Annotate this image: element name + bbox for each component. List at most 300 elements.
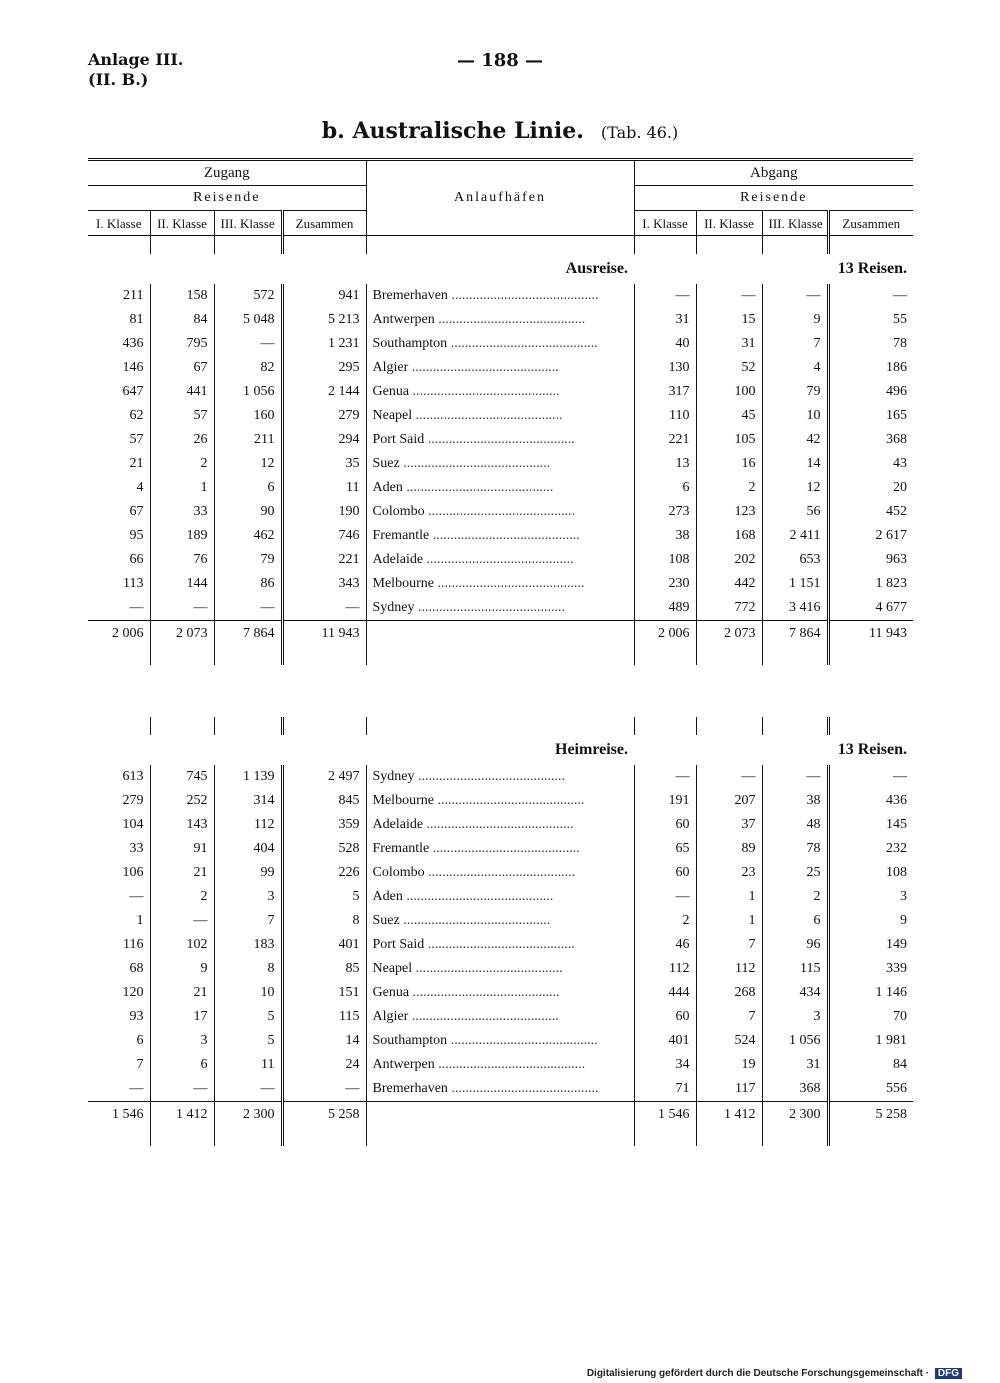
zugang-cell: 279 bbox=[282, 404, 366, 428]
port-name: Neapel .......................................... bbox=[366, 957, 634, 981]
heimreise-heading bbox=[88, 735, 913, 765]
zugang-cell: 226 bbox=[282, 861, 366, 885]
table-row bbox=[88, 500, 913, 524]
header-a-total: Zusammen bbox=[828, 211, 913, 236]
zugang-cell: 57 bbox=[129, 432, 144, 447]
abgang-cell: — bbox=[828, 284, 913, 308]
zugang-cell: 95 bbox=[129, 528, 144, 543]
port-name: Southampton .......................................... bbox=[366, 332, 634, 356]
table-row bbox=[88, 284, 913, 308]
zugang-cell: 116 bbox=[123, 937, 144, 952]
zugang-cell: 82 bbox=[214, 356, 282, 380]
table-row bbox=[88, 1005, 913, 1029]
zugang-cell: 436 bbox=[122, 336, 144, 351]
port-name: Adelaide .......................................... bbox=[366, 548, 634, 572]
abgang-cell: 20 bbox=[828, 476, 913, 500]
zugang-total: 2 073 bbox=[150, 621, 214, 648]
table-row bbox=[88, 837, 913, 861]
abgang-cell: 3 bbox=[762, 1005, 828, 1029]
zugang-cell: 1 139 bbox=[214, 765, 282, 789]
abgang-cell: 31 bbox=[762, 1053, 828, 1077]
port-name: Sydney .......................................... bbox=[366, 596, 634, 621]
zugang-cell: 2 144 bbox=[282, 380, 366, 404]
abgang-cell: 165 bbox=[828, 404, 913, 428]
zugang-cell: — bbox=[214, 1077, 282, 1102]
zugang-cell: 10 bbox=[214, 981, 282, 1005]
table-row bbox=[88, 813, 913, 837]
zugang-cell: 151 bbox=[282, 981, 366, 1005]
heimreise-label: Heimreise. bbox=[555, 741, 629, 758]
abgang-cell: 38 bbox=[675, 528, 690, 543]
header-z-class3: III. Klasse bbox=[214, 211, 282, 236]
zugang-cell: 33 bbox=[150, 500, 214, 524]
abgang-total: 1 412 bbox=[696, 1102, 762, 1129]
abgang-cell: 12 bbox=[762, 476, 828, 500]
port-label: Adelaide bbox=[372, 552, 424, 567]
abgang-cell: 1 823 bbox=[828, 572, 913, 596]
table-row bbox=[88, 957, 913, 981]
port-label: Antwerpen bbox=[372, 312, 435, 327]
abgang-cell: 55 bbox=[828, 308, 913, 332]
abgang-cell: 9 bbox=[762, 308, 828, 332]
heimreise-total-row bbox=[88, 1102, 913, 1129]
port-label: Fremantle bbox=[372, 528, 430, 543]
abgang-cell: 496 bbox=[828, 380, 913, 404]
port-label: Aden bbox=[372, 480, 403, 495]
zugang-cell: 189 bbox=[150, 524, 214, 548]
abgang-total: 7 864 bbox=[762, 621, 828, 648]
zugang-cell: 845 bbox=[282, 789, 366, 813]
header-ports: Anlaufhäfen bbox=[366, 160, 634, 236]
zugang-cell: — bbox=[150, 1077, 214, 1102]
port-label: Melbourne bbox=[372, 793, 434, 808]
abgang-cell: 186 bbox=[828, 356, 913, 380]
abgang-cell: 15 bbox=[696, 308, 762, 332]
port-name: Antwerpen .......................................... bbox=[366, 1053, 634, 1077]
footer-text: Digitalisierung gefördert durch die Deutsche Forschungsgemeinschaft bbox=[586, 1368, 923, 1379]
abgang-cell: 96 bbox=[762, 933, 828, 957]
abgang-cell: 110 bbox=[669, 408, 690, 423]
ausreise-label: Ausreise. bbox=[565, 260, 629, 277]
zugang-cell: 115 bbox=[282, 1005, 366, 1029]
zugang-cell: 746 bbox=[282, 524, 366, 548]
zugang-cell: 160 bbox=[214, 404, 282, 428]
zugang-cell: — bbox=[129, 889, 144, 904]
zugang-cell: 5 bbox=[214, 1005, 282, 1029]
port-label: Suez bbox=[372, 913, 400, 928]
table-row bbox=[88, 789, 913, 813]
zugang-cell: — bbox=[282, 1077, 366, 1102]
table-row bbox=[88, 476, 913, 500]
zugang-cell: 1 bbox=[136, 913, 144, 928]
abgang-cell: 70 bbox=[828, 1005, 913, 1029]
zugang-total: 7 864 bbox=[214, 621, 282, 648]
abgang-cell: 115 bbox=[762, 957, 828, 981]
zugang-cell: 33 bbox=[129, 841, 144, 856]
table-row bbox=[88, 332, 913, 356]
zugang-cell: 8 bbox=[282, 909, 366, 933]
zugang-cell: 613 bbox=[122, 769, 144, 784]
table-row bbox=[88, 524, 913, 548]
zugang-cell: 120 bbox=[122, 985, 144, 1000]
header-a-class1: I. Klasse bbox=[634, 211, 696, 236]
zugang-cell: 104 bbox=[122, 817, 144, 832]
port-name: Port Said .......................................... bbox=[366, 428, 634, 452]
port-label: Neapel bbox=[372, 961, 413, 976]
ausreise-trip-count: 13 Reisen. bbox=[837, 260, 908, 277]
table-row bbox=[88, 1029, 913, 1053]
zugang-cell: 143 bbox=[150, 813, 214, 837]
abgang-cell: 52 bbox=[696, 356, 762, 380]
abgang-cell: 434 bbox=[762, 981, 828, 1005]
abgang-cell: 1 981 bbox=[828, 1029, 913, 1053]
zugang-cell: 99 bbox=[214, 861, 282, 885]
zugang-cell: 441 bbox=[150, 380, 214, 404]
zugang-cell: 5 048 bbox=[214, 308, 282, 332]
table-row bbox=[88, 356, 913, 380]
abgang-cell: 13 bbox=[675, 456, 690, 471]
port-label: Sydney bbox=[372, 769, 415, 784]
abgang-cell: 436 bbox=[828, 789, 913, 813]
abgang-cell: 34 bbox=[675, 1057, 690, 1072]
zugang-cell: 11 bbox=[282, 476, 366, 500]
zugang-cell: 17 bbox=[150, 1005, 214, 1029]
zugang-cell: 5 bbox=[214, 1029, 282, 1053]
zugang-cell: 12 bbox=[214, 452, 282, 476]
zugang-cell: 26 bbox=[150, 428, 214, 452]
abgang-cell: 71 bbox=[675, 1081, 690, 1096]
abgang-cell: 772 bbox=[696, 596, 762, 621]
annex-line-2: (II. B.) bbox=[88, 70, 149, 89]
port-label: Melbourne bbox=[372, 576, 434, 591]
zugang-cell: 211 bbox=[214, 428, 282, 452]
zugang-cell: 745 bbox=[150, 765, 214, 789]
port-label: Neapel bbox=[372, 408, 413, 423]
zugang-cell: 294 bbox=[282, 428, 366, 452]
heimreise-trip-count: 13 Reisen. bbox=[837, 741, 908, 758]
port-label: Suez bbox=[372, 456, 400, 471]
abgang-cell: 108 bbox=[668, 552, 690, 567]
abgang-cell: 60 bbox=[675, 1009, 690, 1024]
zugang-cell: 113 bbox=[123, 576, 144, 591]
abgang-cell: 442 bbox=[696, 572, 762, 596]
zugang-cell: 183 bbox=[214, 933, 282, 957]
table-row bbox=[88, 428, 913, 452]
port-name: Adelaide .......................................... bbox=[366, 813, 634, 837]
port-label: Adelaide bbox=[372, 817, 424, 832]
page-title bbox=[0, 118, 1000, 144]
table-row bbox=[88, 765, 913, 789]
abgang-cell: 524 bbox=[696, 1029, 762, 1053]
zugang-cell: 91 bbox=[150, 837, 214, 861]
abgang-cell: 65 bbox=[675, 841, 690, 856]
abgang-cell: 653 bbox=[762, 548, 828, 572]
zugang-cell: — bbox=[129, 600, 144, 615]
abgang-cell: 117 bbox=[696, 1077, 762, 1102]
abgang-cell: 368 bbox=[762, 1077, 828, 1102]
abgang-cell: 10 bbox=[762, 404, 828, 428]
abgang-cell: 100 bbox=[696, 380, 762, 404]
table-row bbox=[88, 885, 913, 909]
abgang-cell: 78 bbox=[828, 332, 913, 356]
abgang-cell: 444 bbox=[668, 985, 690, 1000]
abgang-cell: 31 bbox=[696, 332, 762, 356]
abgang-total: 2 006 bbox=[634, 621, 696, 648]
zugang-cell: 314 bbox=[214, 789, 282, 813]
abgang-cell: 1 bbox=[696, 909, 762, 933]
footer-credit: Digitalisierung gefördert durch die Deutsche Forschungsgemeinschaft · DFG bbox=[587, 1368, 962, 1379]
port-name: Aden .......................................... bbox=[366, 476, 634, 500]
abgang-cell: — bbox=[675, 288, 690, 303]
header-zugang: Zugang bbox=[88, 160, 366, 186]
abgang-cell: 191 bbox=[668, 793, 690, 808]
abgang-cell: 79 bbox=[762, 380, 828, 404]
table-row bbox=[88, 548, 913, 572]
port-name: Fremantle .......................................... bbox=[366, 837, 634, 861]
header-z-class2: II. Klasse bbox=[150, 211, 214, 236]
abgang-cell: — bbox=[762, 284, 828, 308]
abgang-cell: 556 bbox=[828, 1077, 913, 1102]
port-label: Colombo bbox=[372, 865, 425, 880]
port-name: Melbourne .......................................... bbox=[366, 789, 634, 813]
port-name: Southampton .......................................... bbox=[366, 1029, 634, 1053]
zugang-cell: 85 bbox=[282, 957, 366, 981]
port-label: Genua bbox=[372, 985, 410, 1000]
port-label: Port Said bbox=[372, 937, 425, 952]
port-name: Antwerpen .......................................... bbox=[366, 308, 634, 332]
zugang-cell: 572 bbox=[214, 284, 282, 308]
zugang-cell: 90 bbox=[214, 500, 282, 524]
zugang-cell: 647 bbox=[122, 384, 144, 399]
abgang-cell: 2 617 bbox=[828, 524, 913, 548]
abgang-cell: 6 bbox=[682, 480, 690, 495]
table-row bbox=[88, 909, 913, 933]
zugang-cell: 14 bbox=[282, 1029, 366, 1053]
zugang-cell: 2 bbox=[150, 452, 214, 476]
abgang-cell: 1 056 bbox=[762, 1029, 828, 1053]
zugang-cell: 279 bbox=[122, 793, 144, 808]
port-name: Fremantle .......................................... bbox=[366, 524, 634, 548]
zugang-cell: 401 bbox=[282, 933, 366, 957]
ausreise-heading bbox=[88, 254, 913, 284]
abgang-cell: 38 bbox=[762, 789, 828, 813]
abgang-total: 2 300 bbox=[762, 1102, 828, 1129]
zugang-cell: 795 bbox=[150, 332, 214, 356]
abgang-cell: 16 bbox=[696, 452, 762, 476]
zugang-cell: 84 bbox=[150, 308, 214, 332]
zugang-total: 5 258 bbox=[282, 1102, 366, 1129]
dfg-logo: DFG bbox=[935, 1368, 962, 1379]
abgang-cell: 14 bbox=[762, 452, 828, 476]
zugang-cell: 62 bbox=[129, 408, 144, 423]
abgang-cell: 963 bbox=[828, 548, 913, 572]
zugang-cell: 1 056 bbox=[214, 380, 282, 404]
abgang-cell: — bbox=[696, 284, 762, 308]
abgang-cell: 2 411 bbox=[762, 524, 828, 548]
abgang-cell: 232 bbox=[828, 837, 913, 861]
abgang-cell: 37 bbox=[696, 813, 762, 837]
abgang-cell: 56 bbox=[762, 500, 828, 524]
port-name: Algier .......................................... bbox=[366, 1005, 634, 1029]
zugang-cell: — bbox=[150, 596, 214, 621]
abgang-cell: 78 bbox=[762, 837, 828, 861]
zugang-cell: 359 bbox=[282, 813, 366, 837]
header-a-class3: III. Klasse bbox=[762, 211, 828, 236]
zugang-cell: 79 bbox=[214, 548, 282, 572]
abgang-total: 11 943 bbox=[828, 621, 913, 648]
abgang-cell: 7 bbox=[696, 1005, 762, 1029]
abgang-cell: 207 bbox=[696, 789, 762, 813]
abgang-cell: 25 bbox=[762, 861, 828, 885]
abgang-cell: 317 bbox=[668, 384, 690, 399]
zugang-cell: 5 213 bbox=[282, 308, 366, 332]
abgang-cell: 46 bbox=[675, 937, 690, 952]
zugang-total: 2 006 bbox=[88, 621, 150, 648]
zugang-cell: 146 bbox=[122, 360, 144, 375]
table-row bbox=[88, 380, 913, 404]
zugang-cell: 106 bbox=[122, 865, 144, 880]
table-row bbox=[88, 596, 913, 621]
zugang-cell: 158 bbox=[150, 284, 214, 308]
port-name: Bremerhaven .......................................... bbox=[366, 284, 634, 308]
abgang-cell: 3 416 bbox=[762, 596, 828, 621]
abgang-cell: 1 146 bbox=[828, 981, 913, 1005]
header-z-total: Zusammen bbox=[282, 211, 366, 236]
abgang-cell: 489 bbox=[668, 600, 690, 615]
abgang-cell: 112 bbox=[669, 961, 690, 976]
abgang-cell: 112 bbox=[696, 957, 762, 981]
port-label: Bremerhaven bbox=[372, 288, 448, 303]
header-reisende-abgang: Reisende bbox=[634, 186, 913, 211]
zugang-cell: 190 bbox=[282, 500, 366, 524]
abgang-cell: 7 bbox=[696, 933, 762, 957]
abgang-total: 1 546 bbox=[634, 1102, 696, 1129]
table-row bbox=[88, 933, 913, 957]
zugang-cell: 211 bbox=[123, 288, 144, 303]
zugang-cell: 86 bbox=[214, 572, 282, 596]
abgang-cell: 2 bbox=[696, 476, 762, 500]
port-name: Suez .......................................... bbox=[366, 452, 634, 476]
zugang-cell: 67 bbox=[150, 356, 214, 380]
zugang-cell: 941 bbox=[282, 284, 366, 308]
ausreise-total-row bbox=[88, 621, 913, 648]
abgang-cell: 3 bbox=[828, 885, 913, 909]
total-port-blank bbox=[366, 1102, 634, 1129]
header-reisende-zugang: Reisende bbox=[88, 186, 366, 211]
abgang-cell: 168 bbox=[696, 524, 762, 548]
table-row bbox=[88, 1077, 913, 1102]
header-z-class1: I. Klasse bbox=[88, 211, 150, 236]
port-name: Algier .......................................... bbox=[366, 356, 634, 380]
port-label: Colombo bbox=[372, 504, 425, 519]
zugang-cell: 1 231 bbox=[282, 332, 366, 356]
port-name: Melbourne .......................................... bbox=[366, 572, 634, 596]
zugang-cell: 3 bbox=[214, 885, 282, 909]
port-label: Genua bbox=[372, 384, 410, 399]
port-label: Port Said bbox=[372, 432, 425, 447]
zugang-cell: — bbox=[214, 332, 282, 356]
port-name: Genua .......................................... bbox=[366, 981, 634, 1005]
abgang-cell: 23 bbox=[696, 861, 762, 885]
abgang-cell: — bbox=[675, 769, 690, 784]
abgang-cell: 2 bbox=[682, 913, 690, 928]
port-name: Colombo .......................................... bbox=[366, 861, 634, 885]
port-label: Fremantle bbox=[372, 841, 430, 856]
header-abgang: Abgang bbox=[634, 160, 913, 186]
port-name: Suez .......................................... bbox=[366, 909, 634, 933]
zugang-cell: 2 bbox=[150, 885, 214, 909]
abgang-cell: 268 bbox=[696, 981, 762, 1005]
abgang-cell: — bbox=[828, 765, 913, 789]
zugang-cell: 295 bbox=[282, 356, 366, 380]
table-row bbox=[88, 981, 913, 1005]
zugang-cell: 1 bbox=[150, 476, 214, 500]
port-label: Algier bbox=[372, 360, 409, 375]
port-label: Bremerhaven bbox=[372, 1081, 448, 1096]
abgang-cell: 4 bbox=[762, 356, 828, 380]
title-tab-ref: (Tab. 46.) bbox=[600, 123, 679, 142]
zugang-cell: 5 bbox=[282, 885, 366, 909]
port-name: Genua .......................................... bbox=[366, 380, 634, 404]
abgang-total: 2 073 bbox=[696, 621, 762, 648]
zugang-cell: 462 bbox=[214, 524, 282, 548]
port-label: Antwerpen bbox=[372, 1057, 435, 1072]
zugang-cell: 7 bbox=[136, 1057, 144, 1072]
zugang-cell: 8 bbox=[214, 957, 282, 981]
zugang-cell: — bbox=[129, 1081, 144, 1096]
abgang-cell: 149 bbox=[828, 933, 913, 957]
abgang-cell: 45 bbox=[696, 404, 762, 428]
abgang-cell: 108 bbox=[828, 861, 913, 885]
zugang-cell: 21 bbox=[129, 456, 144, 471]
zugang-cell: 4 bbox=[136, 480, 144, 495]
abgang-cell: 452 bbox=[828, 500, 913, 524]
port-name: Colombo .......................................... bbox=[366, 500, 634, 524]
abgang-cell: 273 bbox=[668, 504, 690, 519]
port-name: Neapel .......................................... bbox=[366, 404, 634, 428]
zugang-cell: 7 bbox=[214, 909, 282, 933]
zugang-cell: 144 bbox=[150, 572, 214, 596]
abgang-cell: 4 677 bbox=[828, 596, 913, 621]
table-row bbox=[88, 572, 913, 596]
abgang-cell: 1 bbox=[696, 885, 762, 909]
abgang-cell: 2 bbox=[762, 885, 828, 909]
abgang-cell: 123 bbox=[696, 500, 762, 524]
abgang-cell: 202 bbox=[696, 548, 762, 572]
abgang-cell: 1 151 bbox=[762, 572, 828, 596]
abgang-cell: 48 bbox=[762, 813, 828, 837]
table-row bbox=[88, 308, 913, 332]
port-label: Southampton bbox=[372, 1033, 448, 1048]
zugang-cell: 252 bbox=[150, 789, 214, 813]
port-name: Aden .......................................... bbox=[366, 885, 634, 909]
abgang-cell: — bbox=[762, 765, 828, 789]
abgang-cell: 84 bbox=[828, 1053, 913, 1077]
port-label: Sydney bbox=[372, 600, 415, 615]
zugang-cell: 221 bbox=[282, 548, 366, 572]
port-name: Bremerhaven .......................................... bbox=[366, 1077, 634, 1102]
zugang-cell: 57 bbox=[150, 404, 214, 428]
abgang-cell: 60 bbox=[675, 817, 690, 832]
port-name: Sydney .......................................... bbox=[366, 765, 634, 789]
zugang-total: 1 412 bbox=[150, 1102, 214, 1129]
zugang-cell: 66 bbox=[129, 552, 144, 567]
zugang-cell: 76 bbox=[150, 548, 214, 572]
abgang-cell: 7 bbox=[762, 332, 828, 356]
zugang-cell: 528 bbox=[282, 837, 366, 861]
abgang-cell: 40 bbox=[675, 336, 690, 351]
abgang-cell: 339 bbox=[828, 957, 913, 981]
